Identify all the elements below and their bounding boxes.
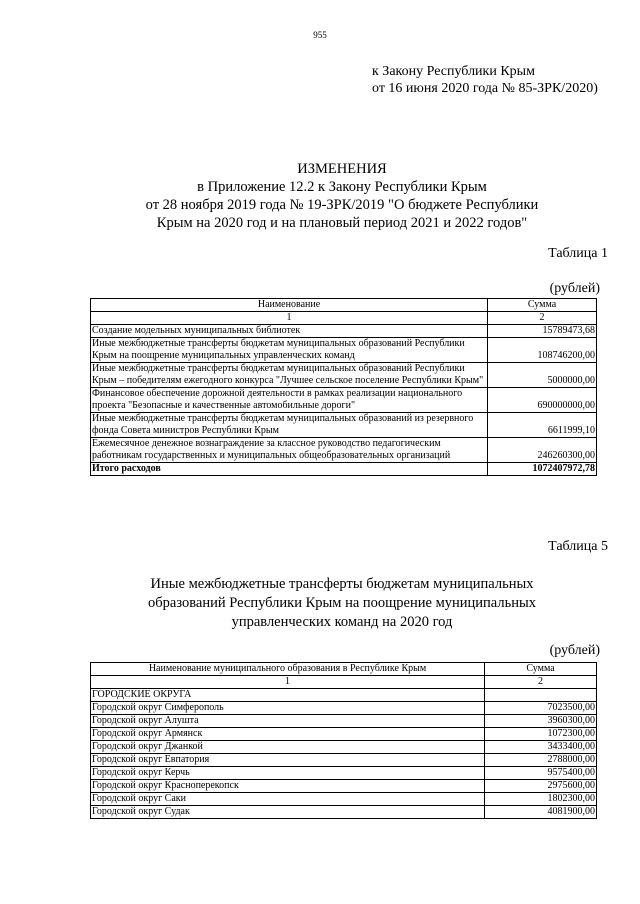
row-amount: 6611999,10 xyxy=(488,413,597,438)
changes-heading-line-2: в Приложение 12.2 к Закону Республики Крым xyxy=(197,179,487,195)
header-name: Наименование xyxy=(91,299,488,312)
table5-caption: Таблица 5 xyxy=(548,539,608,554)
total-row xyxy=(91,463,597,476)
header-amount: Сумма xyxy=(485,663,597,676)
table-row xyxy=(91,363,597,388)
total-amount: 1072407972,78 xyxy=(488,463,597,476)
row-name: Городской округ Евпатория xyxy=(91,754,485,767)
row-name: Иные межбюджетные трансферты бюджетам муниципальных образований Республики Крым – победителям ежегодного конкурса "Лучшее сельское поселение Республики Крым" xyxy=(91,363,488,388)
table1-units: (рублей) xyxy=(549,281,600,296)
changes-heading-line-3: от 28 ноября 2019 года № 19-ЗРК/2019 "О бюджете Республики xyxy=(145,197,539,213)
total-label: Итого расходов xyxy=(91,463,488,476)
table-row xyxy=(91,741,597,754)
row-amount: 2788000,00 xyxy=(485,754,597,767)
row-amount: 4081900,00 xyxy=(485,806,597,819)
changes-heading xyxy=(60,160,624,232)
row-amount: 15789473,68 xyxy=(488,325,597,338)
table5-units: (рублей) xyxy=(549,643,600,658)
table-row xyxy=(91,806,597,819)
table-row xyxy=(91,702,597,715)
header-amount: Сумма xyxy=(488,299,597,312)
table1 xyxy=(90,298,597,476)
row-name: Городской округ Судак xyxy=(91,806,485,819)
law-reference xyxy=(372,63,598,97)
column-number-1: 1 xyxy=(91,312,488,325)
column-number-2: 2 xyxy=(488,312,597,325)
table5-heading-line-1: Иные межбюджетные трансферты бюджетам муниципальных xyxy=(150,576,534,592)
table5-heading-line-2: образований Республики Крым на поощрение муниципальных xyxy=(148,595,536,611)
row-name: Иные межбюджетные трансферты бюджетам муниципальных образований из резервного фонда Совета министров Республики Крым xyxy=(91,413,488,438)
row-name: Финансовое обеспечение дорожной деятельности в рамках реализации национального проекта "Безопасные и качественные автомобильные дороги" xyxy=(91,388,488,413)
page-number: 955 xyxy=(313,30,327,40)
column-number-row xyxy=(91,312,597,325)
changes-heading-line-1: ИЗМЕНЕНИЯ xyxy=(297,161,387,177)
row-name: Иные межбюджетные трансферты бюджетам муниципальных образований Республики Крым на поощрение муниципальных управленческих команд xyxy=(91,338,488,363)
table1-caption: Таблица 1 xyxy=(548,246,608,261)
section-row xyxy=(91,689,597,702)
header-municipality: Наименование муниципального образования в Республике Крым xyxy=(91,663,485,676)
law-reference-line-1: к Закону Республики Крым xyxy=(372,64,535,79)
changes-heading-line-4: Крым на 2020 год и на плановый период 2021 и 2022 годов" xyxy=(156,215,528,231)
row-amount: 1802300,00 xyxy=(485,793,597,806)
row-amount: 3960300,00 xyxy=(485,715,597,728)
table-header-row xyxy=(91,663,597,676)
table5 xyxy=(90,662,597,819)
row-amount: 690000000,00 xyxy=(488,388,597,413)
row-amount: 108746200,00 xyxy=(488,338,597,363)
table-row xyxy=(91,438,597,463)
table-row xyxy=(91,338,597,363)
table-row xyxy=(91,715,597,728)
row-amount: 9575400,00 xyxy=(485,767,597,780)
table-header-row xyxy=(91,299,597,312)
column-number-1: 1 xyxy=(91,676,485,689)
table5-heading xyxy=(60,575,624,632)
section-empty-cell xyxy=(485,689,597,702)
column-number-2: 2 xyxy=(485,676,597,689)
row-name: Городской округ Алушта xyxy=(91,715,485,728)
table-row xyxy=(91,780,597,793)
row-amount: 7023500,00 xyxy=(485,702,597,715)
table-row xyxy=(91,413,597,438)
row-amount: 2975600,00 xyxy=(485,780,597,793)
row-name: Городской округ Красноперекопск xyxy=(91,780,485,793)
row-amount: 246260300,00 xyxy=(488,438,597,463)
row-name: Городской округ Джанкой xyxy=(91,741,485,754)
row-name: Городской округ Керчь xyxy=(91,767,485,780)
row-amount: 1072300,00 xyxy=(485,728,597,741)
column-number-row xyxy=(91,676,597,689)
row-name: Создание модельных муниципальных библиотек xyxy=(91,325,488,338)
table-row xyxy=(91,388,597,413)
section-label: ГОРОДСКИЕ ОКРУГА xyxy=(91,689,485,702)
row-name: Городской округ Симферополь xyxy=(91,702,485,715)
law-reference-line-2: от 16 июня 2020 года № 85-ЗРК/2020) xyxy=(372,81,598,96)
row-amount: 5000000,00 xyxy=(488,363,597,388)
table-row xyxy=(91,754,597,767)
table-row xyxy=(91,325,597,338)
table5-heading-line-3: управленческих команд на 2020 год xyxy=(231,614,453,630)
row-name: Городской округ Армянск xyxy=(91,728,485,741)
table-row xyxy=(91,793,597,806)
row-name: Городской округ Саки xyxy=(91,793,485,806)
table-row xyxy=(91,767,597,780)
table-row xyxy=(91,728,597,741)
row-name: Ежемесячное денежное вознаграждение за классное руководство педагогическим работникам государственных и муниципальных общеобразовательных организаций xyxy=(91,438,488,463)
row-amount: 3433400,00 xyxy=(485,741,597,754)
